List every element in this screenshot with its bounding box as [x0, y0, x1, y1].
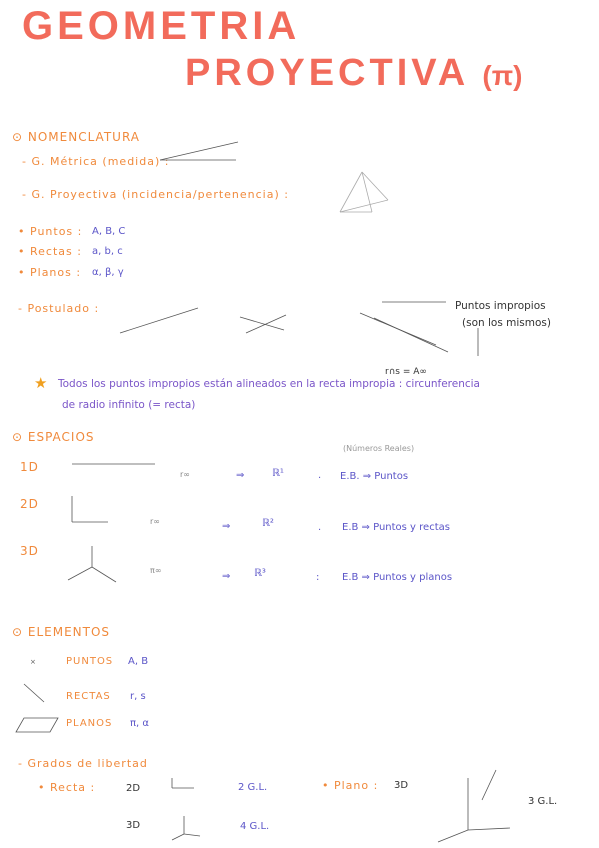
arrow-2d: ⇒: [222, 521, 231, 532]
title-proyectiva: PROYECTIVA: [185, 52, 468, 94]
crossing-sketch: [240, 315, 286, 333]
eb-2d: E.B ⇒ Puntos y rectas: [342, 522, 450, 533]
rectas-value: a, b, c: [92, 246, 123, 257]
metrica-label: - G. Métrica (medida) :: [22, 155, 170, 168]
elemento-puntos-val: A, B: [128, 656, 149, 667]
recta-3d-gl: 4 G.L.: [240, 821, 270, 832]
heading-nomenclatura-label: NOMENCLATURA: [27, 130, 140, 144]
arrow-3d: ⇒: [222, 571, 231, 582]
sym-1d: r∞: [180, 470, 190, 479]
recta-2d-sketch: [172, 778, 194, 788]
heading-espacios: ⊙ ESPACIOS: [12, 430, 95, 444]
recta-2d: 2D: [126, 783, 141, 794]
rectas-label: • Rectas :: [18, 245, 82, 258]
bullet-dot: ⊙: [12, 130, 28, 144]
sep-3d: :: [316, 572, 320, 583]
planos-label-text: Planos :: [30, 266, 82, 279]
heading-espacios-label: ESPACIOS: [27, 430, 95, 444]
dim-1d: 1D: [20, 460, 39, 474]
proyectiva-label: - G. Proyectiva (incidencia/pertenencia) :: [22, 188, 289, 201]
eb-1d: E.B. ⇒ Puntos: [340, 471, 409, 482]
parallel-sketch: [360, 302, 478, 356]
plano-gl: 3 G.L.: [528, 796, 558, 807]
postulado-line: [120, 308, 198, 333]
pyramid-sketch: [340, 172, 388, 212]
sym-3d: π∞: [150, 566, 162, 575]
eb-3d: E.B ⇒ Puntos y planos: [342, 572, 453, 583]
planos-label: • Planos :: [18, 266, 82, 279]
recta-element-sketch: [24, 684, 44, 702]
impropios-note-2: (son los mismos): [462, 317, 551, 329]
sep-1d: .: [318, 470, 322, 481]
impropios-note-1: Puntos impropios: [455, 300, 546, 312]
interseccion-formula: r∩s = A∞: [385, 367, 427, 377]
recta-2d-gl: 2 G.L.: [238, 782, 268, 793]
postulado-label: - Postulado :: [18, 302, 100, 315]
plano-label: • Plano :: [322, 779, 379, 792]
star-note-line-2: de radio infinito (= recta): [62, 399, 196, 411]
dim-3d: 3D: [20, 544, 39, 558]
axes-3d: [68, 546, 116, 582]
elemento-rectas-val: r, s: [130, 691, 146, 702]
recta-label: • Recta :: [38, 781, 96, 794]
elemento-puntos: PUNTOS: [66, 656, 114, 667]
planos-value: α, β, γ: [92, 267, 124, 278]
set-3d: ℝ³: [254, 568, 266, 579]
set-2d: ℝ²: [262, 518, 274, 529]
recta-3d: 3D: [126, 820, 141, 831]
star-note-line-1: Todos los puntos impropios están alineados en la recta impropia : circunferencia: [58, 378, 480, 390]
dim-2d: 2D: [20, 497, 39, 511]
sym-2d: r∞: [150, 517, 160, 526]
puntos-value: A, B, C: [92, 226, 126, 237]
heading-elementos-label: ELEMENTOS: [27, 625, 111, 639]
plano-3d-sketch: [438, 770, 510, 842]
elemento-rectas: RECTAS: [66, 691, 111, 702]
recta-3d-sketch: [172, 816, 200, 840]
set-1d: ℝ¹: [272, 468, 284, 479]
heading-elementos: ⊙ ELEMENTOS: [12, 625, 111, 639]
grados-libertad-label: - Grados de libertad: [18, 757, 148, 770]
numeros-reales-note: (Números Reales): [343, 444, 415, 453]
title-line-1: GEOMETRIA: [22, 4, 301, 48]
sep-2d: .: [318, 522, 322, 533]
elemento-planos-val: π, α: [130, 718, 149, 729]
plano-3d: 3D: [394, 780, 409, 791]
metrica-line-a: [160, 142, 238, 160]
rectas-label-text: Rectas :: [30, 245, 82, 258]
puntos-label: • Puntos :: [18, 225, 83, 238]
arrow-1d: ⇒: [236, 470, 245, 481]
star-icon: ★: [34, 374, 48, 392]
title-symbol: (π): [482, 60, 523, 91]
punto-sketch-mark: ×: [30, 658, 36, 666]
puntos-label-text: Puntos :: [30, 225, 83, 238]
axes-2d: [72, 496, 108, 522]
elemento-planos: PLANOS: [66, 718, 113, 729]
plano-element-sketch: [16, 718, 58, 732]
